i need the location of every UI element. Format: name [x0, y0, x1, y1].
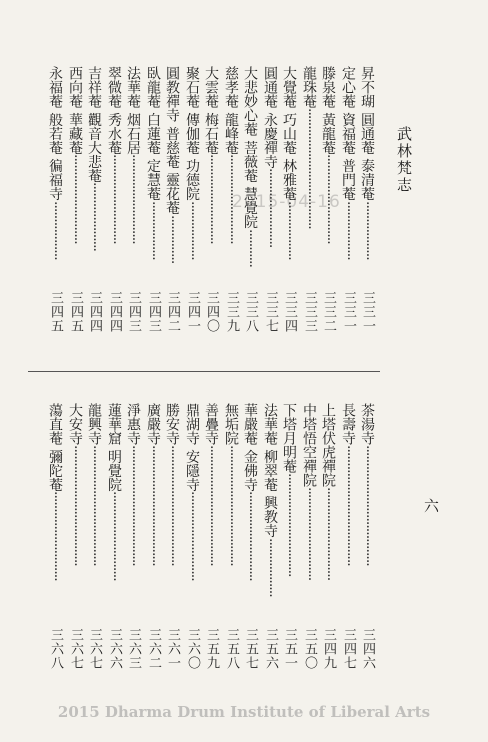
toc-entry[interactable]: [122, 66, 144, 244]
page-number: 六: [422, 498, 440, 513]
toc-entry-title: 華嚴菴 金佛寺: [242, 403, 258, 492]
toc-entry[interactable]: [44, 403, 66, 581]
leader-dots: ···························: [301, 487, 317, 581]
toc-entry[interactable]: [356, 403, 378, 566]
toc-entry[interactable]: [259, 66, 281, 248]
toc-entry-title: 定心菴 資福菴 普門菴: [340, 66, 356, 201]
toc-entry-title: 勝安寺: [164, 403, 180, 445]
toc-entry[interactable]: [200, 66, 222, 244]
toc-entry[interactable]: [239, 403, 261, 581]
leader-dots: ··························: [223, 154, 239, 245]
leader-dots: ···································: [203, 445, 219, 566]
leader-dots: ····················: [86, 182, 102, 252]
toc-entry[interactable]: [161, 66, 183, 263]
toc-entry[interactable]: [142, 66, 164, 260]
toc-entry[interactable]: [278, 403, 300, 577]
leader-dots: ·················: [47, 200, 63, 260]
toc-entry[interactable]: [122, 403, 144, 566]
leader-dots: ···································: [359, 445, 375, 566]
toc-entry-page: 三五〇: [302, 628, 317, 670]
toc-entry[interactable]: [356, 66, 378, 260]
toc-entry-title: 善疊寺: [203, 403, 219, 445]
toc-entry-title: 蕩直菴 彌陀菴: [47, 403, 63, 492]
toc-entry[interactable]: [103, 66, 125, 244]
toc-entry[interactable]: [317, 66, 339, 244]
leader-dots: ·················: [340, 200, 356, 260]
toc-entry-page: 三三三: [302, 291, 317, 333]
toc-entry-title: 中塔悟空禪院: [301, 403, 317, 487]
toc-entry-title: 長壽寺: [340, 403, 356, 445]
toc-entry-page: 三三四: [282, 291, 297, 333]
toc-entry-page: 三四二: [165, 291, 180, 333]
toc-entry-page: 三六六: [107, 628, 122, 670]
toc-entry-title: 聚石菴 傳伽菴 功德院: [184, 66, 200, 201]
toc-entry[interactable]: [44, 66, 66, 260]
toc-entry-title: 滕泉菴 黃龍菴: [320, 66, 336, 155]
toc-entry[interactable]: [337, 403, 359, 566]
leader-dots: ···································: [125, 445, 141, 566]
toc-entry-page: 三五九: [204, 628, 219, 670]
toc-entry-page: 三四六: [360, 628, 375, 670]
toc-entry-title: 圓通菴 永慶禪寺: [262, 66, 278, 169]
leader-dots: ···································: [67, 445, 83, 566]
toc-entry-title: 龍興寺: [86, 403, 102, 445]
toc-entry-title: 大覺菴 巧山菴 林雅菴: [281, 66, 297, 201]
leader-dots: ······························: [281, 473, 297, 577]
toc-entry-page: 三六一: [165, 628, 180, 670]
toc-entry-title: 鼎湖寺 安隱寺: [184, 403, 200, 492]
leader-dots: ···································: [145, 445, 161, 566]
toc-entry-title: 下塔月明菴: [281, 403, 297, 473]
toc-entry-page: 三四五: [48, 291, 63, 333]
leader-dots: ···································: [223, 445, 239, 566]
toc-entry-page: 三六七: [87, 628, 102, 670]
toc-entry-title: 永福菴 般若菴 徧福寺: [47, 66, 63, 201]
toc-entry-page: 三三七: [263, 291, 278, 333]
toc-entry-page: 三五七: [243, 628, 258, 670]
toc-entry-title: 昇不瑚 圓通菴 泰清菴: [359, 66, 375, 201]
toc-entry[interactable]: [83, 403, 105, 566]
toc-entry[interactable]: [259, 403, 281, 597]
toc-entry[interactable]: [103, 403, 125, 581]
toc-entry[interactable]: [337, 66, 359, 260]
section-divider: [28, 371, 380, 372]
toc-entry-page: 三四七: [341, 628, 356, 670]
toc-entry-title: 慈孝菴 龍峰菴: [223, 66, 239, 155]
toc-entry-title: 上塔伏虎禪院: [320, 403, 336, 487]
toc-entry-page: 三六三: [126, 628, 141, 670]
leader-dots: ··························: [106, 154, 122, 245]
toc-entry-page: 三四一: [185, 291, 200, 333]
toc-entry-title: 龍珠菴: [301, 66, 317, 108]
toc-entry-page: 三五一: [282, 628, 297, 670]
leader-dots: ··························: [242, 491, 258, 582]
leader-dots: ··························: [67, 154, 83, 245]
leader-dots: ··························: [106, 491, 122, 582]
toc-entry-title: 西向菴 華藏菴: [67, 66, 83, 155]
leader-dots: ·······················: [262, 168, 278, 248]
leader-dots: ···························: [320, 487, 336, 581]
toc-entry-page: 三四三: [126, 291, 141, 333]
toc-entry[interactable]: [220, 403, 242, 566]
leader-dots: ···································: [301, 108, 317, 229]
leader-dots: ·················: [281, 200, 297, 260]
toc-entry-page: 三四〇: [204, 291, 219, 333]
toc-entry-title: 蓮華窟 明覺院: [106, 403, 122, 492]
toc-entry-page: 三五八: [224, 628, 239, 670]
toc-entry-page: 三六八: [48, 628, 63, 670]
leader-dots: ···································: [86, 445, 102, 566]
toc-entry[interactable]: [278, 66, 300, 260]
toc-entry-page: 三三八: [243, 291, 258, 333]
leader-dots: ··························: [184, 491, 200, 582]
toc-entry-page: 三三九: [224, 291, 239, 333]
leader-dots: ··························: [320, 154, 336, 245]
toc-entry-page: 三四四: [107, 291, 122, 333]
toc-entry[interactable]: [64, 66, 86, 244]
toc-entry[interactable]: [220, 66, 242, 244]
toc-entry-page: 三六七: [68, 628, 83, 670]
toc-entry[interactable]: [239, 66, 261, 267]
leader-dots: ···········: [242, 228, 258, 267]
toc-entry-page: 三三一: [360, 291, 375, 333]
toc-entry-title: 法華菴 烟石居: [125, 66, 141, 155]
toc-entry-page: 三六〇: [185, 628, 200, 670]
leader-dots: ··············: [164, 214, 180, 264]
leader-dots: ·················: [262, 537, 278, 597]
toc-entry-title: 淨惠寺: [125, 403, 141, 445]
toc-entry[interactable]: [200, 403, 222, 566]
toc-entry-page: 三三一: [341, 291, 356, 333]
leader-dots: ···································: [340, 445, 356, 566]
toc-entry-page: 三六二: [146, 628, 161, 670]
toc-entry-title: 臥龍菴 白蓮菴 定慧菴: [145, 66, 161, 201]
toc-entry[interactable]: [181, 66, 203, 260]
toc-entry-page: 三四九: [321, 628, 336, 670]
leader-dots: ·················: [145, 200, 161, 260]
toc-entry[interactable]: [181, 403, 203, 581]
toc-entry-title: 廣嚴寺: [145, 403, 161, 445]
toc-entry[interactable]: [161, 403, 183, 566]
toc-entry-title: 無垢院: [223, 403, 239, 445]
leader-dots: ···································: [164, 445, 180, 566]
toc-entry-title: 吉祥菴 觀音大悲菴: [86, 66, 102, 183]
toc-entry-title: 大雲菴 梅石菴: [203, 66, 219, 155]
toc-entry-page: 三五六: [263, 628, 278, 670]
toc-entry-page: 三三二: [321, 291, 336, 333]
leader-dots: ··························: [203, 154, 219, 245]
toc-entry-title: 翠微菴 秀水菴: [106, 66, 122, 155]
toc-entry-title: 大悲妙心菴 菩薇菴 慧覺院: [242, 66, 258, 229]
toc-entry[interactable]: [317, 403, 339, 580]
toc-entry[interactable]: [142, 403, 164, 566]
book-title: 武林梵志: [395, 126, 413, 194]
toc-entry[interactable]: [298, 66, 320, 229]
toc-entry[interactable]: [83, 66, 105, 251]
toc-entry-title: 茶湯寺: [359, 403, 375, 445]
leader-dots: ·················: [184, 200, 200, 260]
leader-dots: ·················: [359, 200, 375, 260]
leader-dots: ··························: [47, 491, 63, 582]
toc-entry-title: 法華菴 柳翠菴 興教寺: [262, 403, 278, 538]
toc-entry-page: 三四四: [87, 291, 102, 333]
footer-watermark: 2015 Dharma Drum Institute of Liberal Arts: [57, 703, 431, 721]
leader-dots: ··························: [125, 154, 141, 245]
date-stamp: 2015-04-16: [232, 192, 341, 212]
toc-entry[interactable]: [64, 403, 86, 566]
toc-entry-title: 圓教禪寺 普慈菴 靈花菴: [164, 66, 180, 215]
toc-entry[interactable]: [298, 403, 320, 580]
toc-entry-page: 三四三: [146, 291, 161, 333]
toc-entry-page: 三四五: [68, 291, 83, 333]
toc-entry-title: 大安寺: [67, 403, 83, 445]
